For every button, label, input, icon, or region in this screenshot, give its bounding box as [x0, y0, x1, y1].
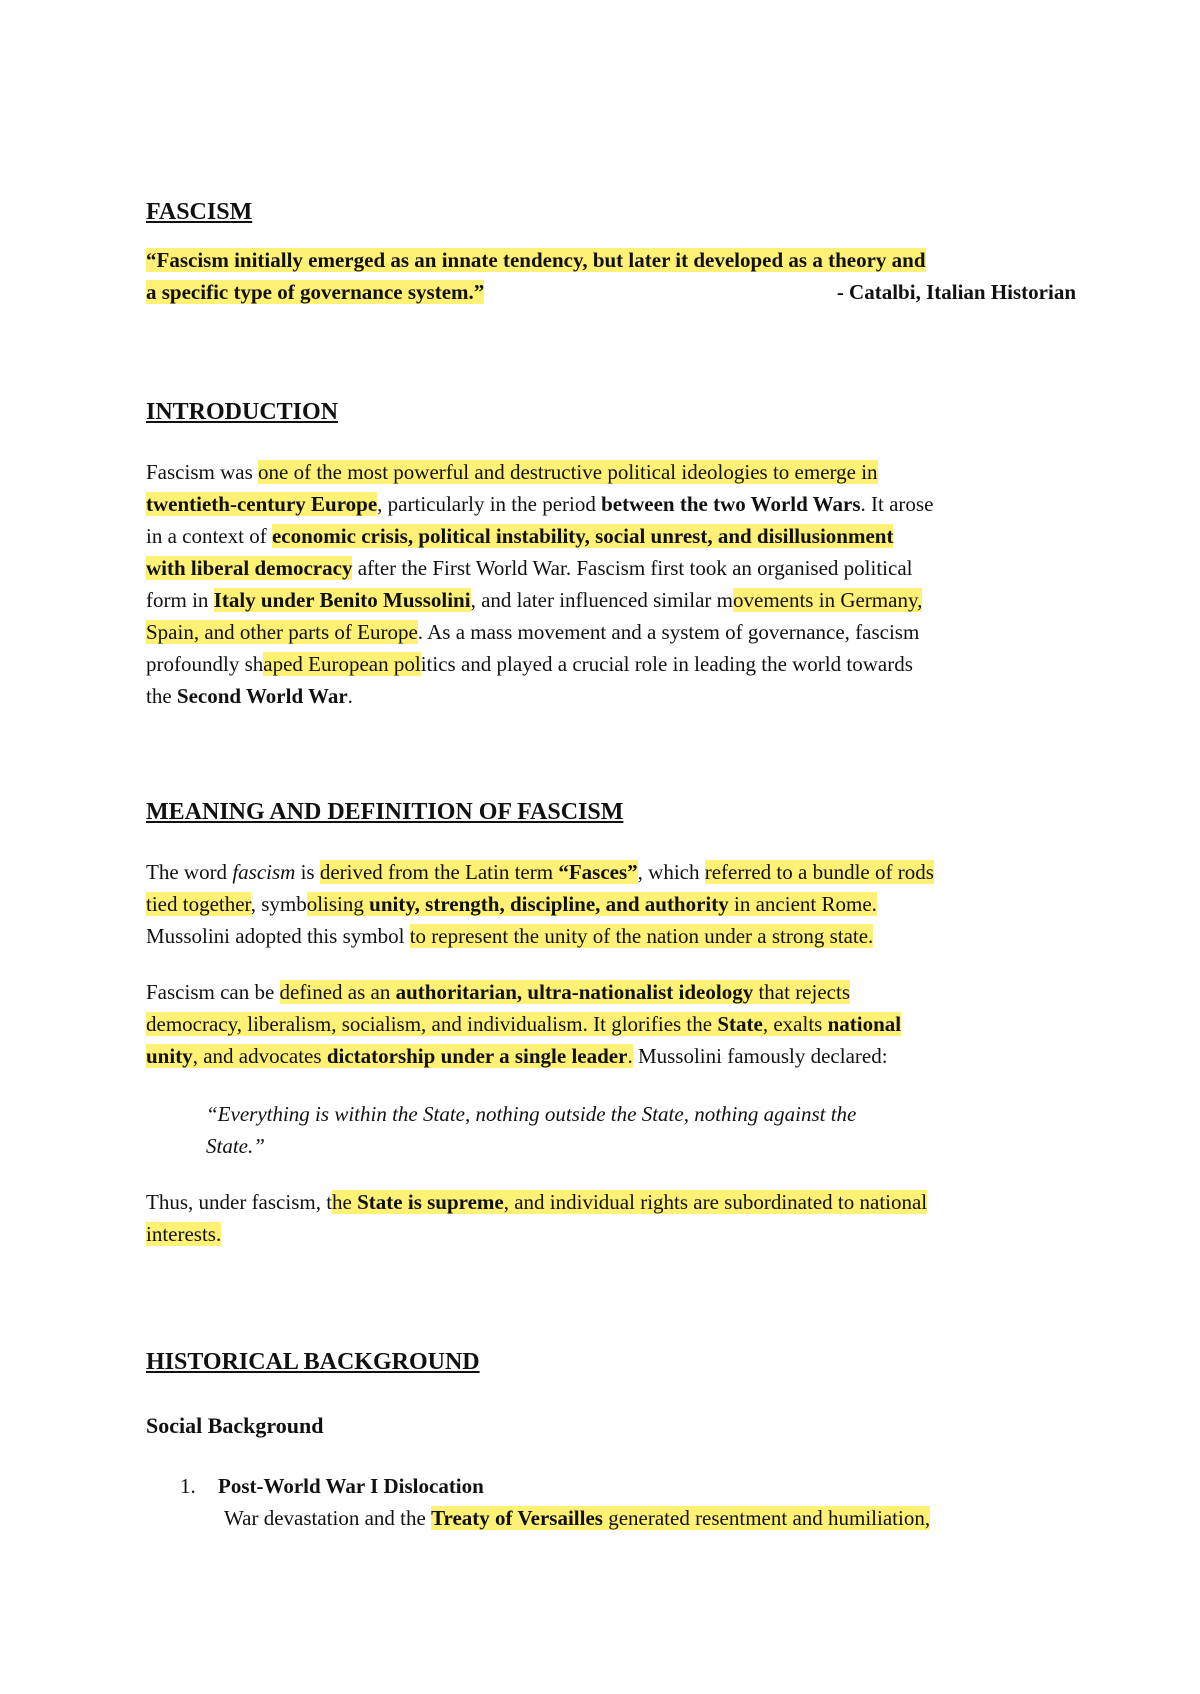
text-run: The word [146, 860, 233, 884]
highlight: “Fascism initially emerged as an innate tendency, but later it developed as a theory and [146, 248, 926, 272]
text-run: . [347, 684, 353, 708]
bold-text: Second World War [176, 684, 348, 708]
highlight: derived from the Latin term [319, 860, 559, 884]
text-run: Mussolini famously declared: [632, 1044, 888, 1068]
highlight: a specific type of governance system.” [146, 280, 485, 304]
highlight: , and individual rights are subordinated to national [503, 1190, 928, 1214]
text-line [146, 616, 1076, 648]
text-line [146, 520, 1076, 552]
text-run: , which [637, 860, 705, 884]
text-run: War devastation and the [224, 1506, 432, 1530]
epigraph-line-1 [146, 244, 1076, 276]
text-run: the [146, 684, 177, 708]
highlight: national [827, 1012, 902, 1036]
list-item-title [180, 1470, 1110, 1502]
text-line [146, 888, 1076, 920]
text-line [146, 456, 1076, 488]
text-line [146, 976, 1076, 1008]
list-title-text: Post-World War I Dislocation [218, 1474, 484, 1498]
text-line [146, 1218, 1076, 1250]
text-line [146, 552, 1076, 584]
list-number: 1. [180, 1474, 196, 1498]
text-run: profoundly sh [146, 652, 264, 676]
text-line [146, 1008, 1076, 1040]
italic-text: fascism [232, 860, 296, 884]
highlight: ovements in Germany, [733, 588, 923, 612]
highlight: defined as an [279, 980, 396, 1004]
highlight: Treaty of Versailles [431, 1506, 603, 1530]
section-heading-introduction: INTRODUCTION [146, 399, 339, 425]
highlight: authoritarian, ultra-nationalist ideology [395, 980, 754, 1004]
highlight: , exalts [762, 1012, 828, 1036]
text-run: after the First World War. Fascism first took an organised political [352, 556, 913, 580]
highlight: aped European pol [263, 652, 421, 676]
highlight: . [627, 1044, 633, 1068]
page-title: FASCISM [146, 199, 253, 225]
epigraph-attribution: - Catalbi, Italian Historian [836, 280, 1076, 304]
section-heading-history: HISTORICAL BACKGROUND [146, 1349, 480, 1375]
text-run: , particularly in the period [377, 492, 602, 516]
text-line [146, 488, 1076, 520]
text-run: . It arose [860, 492, 934, 516]
quote-line: State.” [206, 1134, 265, 1158]
text-line [146, 680, 1076, 712]
text-run: is [295, 860, 320, 884]
highlight: he [332, 1190, 358, 1214]
highlight: State is supreme [357, 1190, 504, 1214]
highlight: unity, strength, discipline, and authority [369, 892, 729, 916]
highlight: referred to a bundle of rods [704, 860, 934, 884]
text-run: Mussolini adopted this symbol [146, 924, 410, 948]
text-line [146, 856, 1076, 888]
text-run: Fascism was [146, 460, 258, 484]
highlight: in ancient Rome. [728, 892, 877, 916]
highlight: olising [306, 892, 370, 916]
highlight: with liberal democracy [146, 556, 353, 580]
quote-line: “Everything is within the State, nothing outside the State, nothing against the [206, 1102, 857, 1126]
highlight: to represent the unity of the nation under a strong state. [409, 924, 874, 948]
bold-text: between the two World Wars [601, 492, 861, 516]
subheading-social-background: Social Background [146, 1413, 324, 1438]
highlight: Italy under Benito Mussolini [213, 588, 471, 612]
text-line [146, 648, 1076, 680]
highlight: , and advocates [192, 1044, 327, 1068]
text-run: form in [146, 588, 214, 612]
text-run: in a context of [146, 524, 272, 548]
section-heading-meaning: MEANING AND DEFINITION OF FASCISM [146, 799, 624, 825]
highlight: one of the most powerful and destructive political ideologies to emerge in [258, 460, 878, 484]
highlight: tied together [146, 892, 251, 916]
highlight: democracy, liberalism, socialism, and individualism. It glorifies the [146, 1012, 718, 1036]
highlight: Spain, and other parts of Europe [146, 620, 418, 644]
text-line [224, 1502, 1154, 1534]
text-run: . As a mass movement and a system of governance, fascism [417, 620, 920, 644]
text-run: , symb [250, 892, 307, 916]
highlight: dictatorship under a single leader [326, 1044, 628, 1068]
text-run: Thus, under fascism, t [146, 1190, 333, 1214]
highlight: State [717, 1012, 763, 1036]
text-run: itics and played a crucial role in leading the world towards [420, 652, 913, 676]
text-line [146, 1040, 1076, 1072]
highlight: economic crisis, political instability, social unrest, and disillusionment [271, 524, 894, 548]
text-run: , and later influenced similar m [470, 588, 733, 612]
epigraph-line-2 [146, 276, 1076, 308]
text-line [146, 1186, 1076, 1218]
highlight: generated resentment and humiliation, [602, 1506, 931, 1530]
highlight: twentieth-century Europe [146, 492, 378, 516]
text-line [146, 584, 1076, 616]
highlight: interests. [146, 1222, 222, 1246]
text-run: Fascism can be [146, 980, 280, 1004]
highlight: “Fasces” [558, 860, 638, 884]
highlight: that rejects [753, 980, 850, 1004]
text-line [146, 920, 1076, 952]
highlight: unity [146, 1044, 193, 1068]
